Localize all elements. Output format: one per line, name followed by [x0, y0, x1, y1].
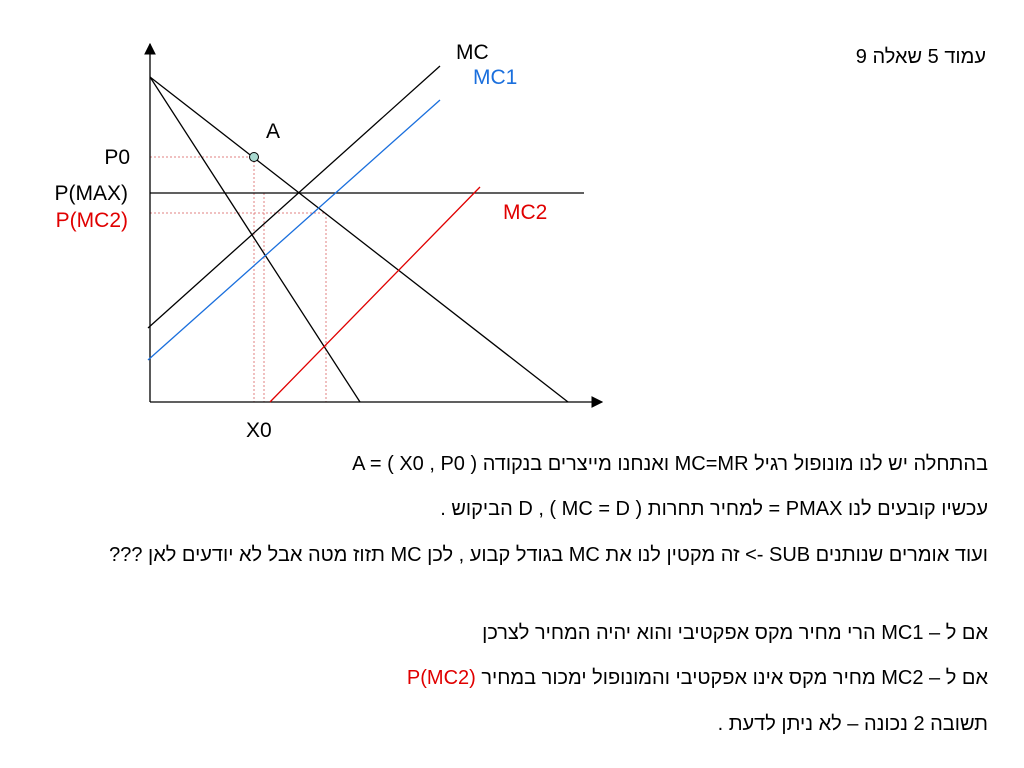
- mr-line: [150, 77, 360, 402]
- page-reference: עמוד 5 שאלה 9: [855, 46, 986, 68]
- explanation-paragraph-3: ועוד אומרים שנותנים SUB -> זה מקטין לנו את MC בגודל קבוע , לכן MC תזוז מטה אבל לא יודעים לאן ???: [109, 544, 988, 566]
- answer-paragraph: תשובה 2 נכונה – לא ניתן לדעת .: [717, 713, 988, 735]
- y-tick-pmax: P(MAX): [54, 182, 128, 205]
- mc2-line: [270, 187, 480, 402]
- explanation-paragraph-1: בהתחלה יש לנו מונופול רגיל MC=MR ואנחנו מייצרים בנקודה A = ( X0 , P0 ): [352, 453, 988, 475]
- mc1-line: [148, 100, 440, 360]
- mc2-label: MC2: [503, 201, 548, 224]
- mc-line: [148, 66, 440, 328]
- paragraph-5-text: אם ל – MC2 מחיר מקס אינו אפקטיבי והמונופול ימכור במחיר: [481, 667, 988, 689]
- explanation-paragraph-4: אם ל – MC1 הרי מחיר מקס אפקטיבי והוא יהיה המחיר לצרכן: [482, 622, 988, 644]
- mc-label: MC: [456, 41, 489, 64]
- demand-line: [150, 77, 568, 402]
- explanation-paragraph-2: עכשיו קובעים לנו PMAX = למחיר תחרות ( MC = D ) , D הביקוש .: [440, 498, 988, 520]
- y-tick-pmc2: P(MC2): [55, 209, 128, 232]
- y-tick-p0: P0: [104, 146, 130, 169]
- point-a-marker: [250, 153, 259, 162]
- mc1-label: MC1: [473, 66, 518, 89]
- paragraph-5-highlight: P(MC2): [406, 667, 476, 689]
- explanation-paragraph-5: [38, 665, 988, 691]
- x-tick-x0: X0: [246, 419, 272, 440]
- point-a-label: A: [266, 120, 281, 143]
